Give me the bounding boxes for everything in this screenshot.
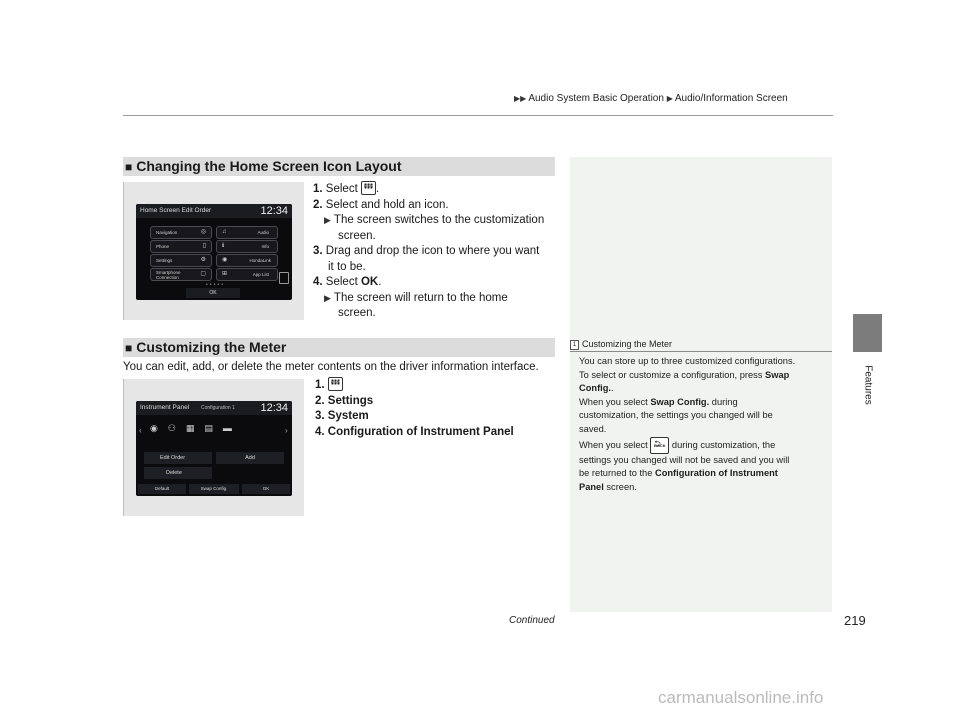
breadcrumb-arrow-icon: ▶▶ bbox=[514, 94, 527, 103]
result-arrow-icon: ▶ bbox=[324, 215, 331, 226]
breadcrumb-part2: Audio/Information Screen bbox=[674, 93, 788, 104]
step-2: 2. Settings bbox=[315, 394, 374, 407]
tile-smartphone-connection[interactable]: Smartphone Connection ▢ bbox=[150, 268, 212, 281]
square-bullet-icon: ■ bbox=[125, 160, 133, 174]
delete-button[interactable]: Delete bbox=[144, 467, 212, 479]
chevron-right-icon[interactable]: › bbox=[285, 426, 288, 435]
meter-intro: You can edit, add, or delete the meter contents on the driver information interface. bbox=[123, 361, 539, 373]
note-rule bbox=[570, 351, 832, 352]
watermark: carmanualsonline.info bbox=[658, 688, 824, 707]
section-heading-meter: ■ Customizing the Meter bbox=[123, 338, 555, 357]
steps-meter bbox=[315, 378, 514, 440]
step-4-result: ▶ The screen will return to the home bbox=[324, 291, 508, 304]
tile-audio[interactable]: ♫ Audio bbox=[216, 226, 278, 239]
step-3: 3. Drag and drop the icon to where you want bbox=[313, 245, 540, 258]
screen-clock: 12:34 bbox=[260, 205, 288, 217]
screen-subtitle: Configuration 1 bbox=[200, 405, 235, 411]
page-dots: ●●●●● bbox=[206, 282, 226, 286]
add-button[interactable]: Add bbox=[216, 452, 284, 464]
tile-info[interactable]: ℹ Info bbox=[216, 240, 278, 253]
swap-config-button[interactable]: Swap Config. bbox=[189, 484, 239, 494]
info-icon: ℹ bbox=[222, 243, 225, 249]
screen-title: Instrument Panel bbox=[140, 404, 190, 411]
tile-settings[interactable]: Settings ⚙ bbox=[150, 254, 212, 267]
step-2: 2. Select and hold an icon. bbox=[313, 198, 449, 211]
home-button-icon bbox=[328, 377, 343, 391]
instrument-panel-figure bbox=[123, 379, 304, 516]
side-tab bbox=[853, 314, 882, 352]
home-edit-screen bbox=[136, 204, 292, 300]
note-reference-icon: 1 bbox=[570, 340, 579, 350]
breadcrumb-part1: Audio System Basic Operation bbox=[528, 93, 664, 104]
step-3: 3. System bbox=[315, 410, 369, 423]
hondalink-icon: ◉ bbox=[222, 257, 228, 263]
continued-label: Continued bbox=[509, 615, 555, 626]
ok-button[interactable]: OK bbox=[186, 288, 240, 298]
back-button-icon bbox=[650, 437, 669, 454]
edit-order-button[interactable]: Edit Order bbox=[144, 452, 212, 464]
tile-app-list[interactable]: ⊞ App List bbox=[216, 268, 278, 281]
note-body: You can store up to three customized configurations. To select or customize a configuration, press Swap Config.. When you select Swap Config. during customization, the settings you changed will be saved. When you select ⮌ BACK during customization, the settings you changed will not be saved and you will be returned to the Configuration of Instrument Panel screen. bbox=[579, 355, 827, 494]
breadcrumb bbox=[514, 93, 788, 104]
music-note-icon: ♫ bbox=[222, 229, 227, 235]
tile-phone[interactable]: Phone ▯ bbox=[150, 240, 212, 253]
instrument-panel-screen bbox=[136, 401, 292, 496]
result-arrow-icon: ▶ bbox=[324, 292, 331, 303]
side-tab-label: Features bbox=[862, 365, 874, 405]
chevron-left-icon[interactable]: ‹ bbox=[139, 426, 142, 435]
step-4: 4. Select OK. bbox=[313, 276, 382, 289]
app-list-icon: ⊞ bbox=[222, 271, 228, 277]
breadcrumb-arrow-icon: ▶ bbox=[666, 94, 673, 103]
square-bullet-icon: ■ bbox=[125, 341, 133, 355]
home-button-icon bbox=[361, 181, 376, 195]
compass-icon: ◎ bbox=[200, 229, 206, 235]
step-1: 1. HOME bbox=[315, 378, 514, 394]
step-2-result: ▶ The screen switches to the customization bbox=[324, 214, 545, 227]
trash-icon[interactable] bbox=[279, 272, 289, 284]
smartphone-icon: ▢ bbox=[200, 271, 206, 277]
tile-hondalink[interactable]: ◉ HondaLink bbox=[216, 254, 278, 267]
step-1: 1. Select HOME . bbox=[313, 182, 544, 198]
gear-icon: ⚙ bbox=[200, 257, 206, 263]
steps-home-layout: 1. Select HOME . 2. Select and hold an icon. ▶ The screen switches to the customization screen. 3. Drag and drop the icon to where you want it to be. 4. Select OK. ▶ The screen will return to the home screen. bbox=[313, 182, 544, 322]
page-number: 219 bbox=[844, 613, 866, 628]
tile-navigation[interactable]: Navigation ◎ bbox=[150, 226, 212, 239]
ok-button[interactable]: OK bbox=[242, 484, 290, 494]
home-screen-figure bbox=[123, 182, 304, 320]
section-heading-home-layout: ■ Changing the Home Screen Icon Layout bbox=[123, 157, 555, 176]
header-rule bbox=[123, 115, 833, 116]
screen-title: Home Screen Edit Order bbox=[140, 207, 212, 214]
meter-content-icons[interactable]: ◉⚇▦▤▬ bbox=[150, 423, 242, 433]
step-4: 4. Configuration of Instrument Panel bbox=[315, 425, 514, 438]
screen-clock: 12:34 bbox=[260, 402, 288, 414]
default-button[interactable]: Default bbox=[138, 484, 186, 494]
note-title: 1 Customizing the Meter bbox=[570, 339, 672, 350]
phone-icon: ▯ bbox=[202, 243, 206, 249]
